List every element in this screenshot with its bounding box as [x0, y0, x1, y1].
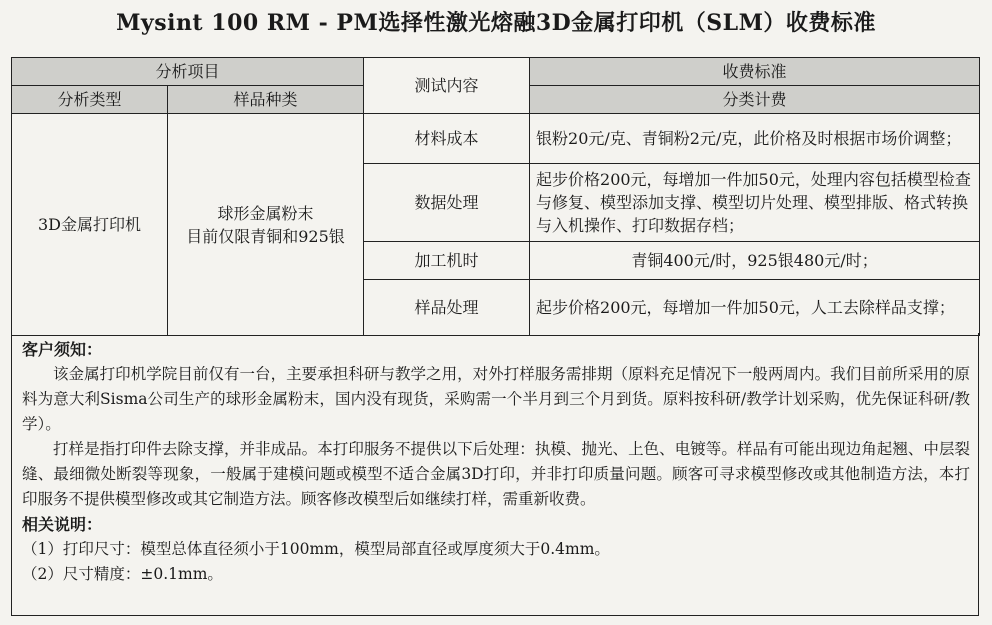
sample-type-cell [168, 114, 364, 336]
page-title: Mysint 100 RM - PM选择性激光熔融3D金属打印机（SLM）收费标准 [116, 10, 876, 36]
test-cell: 样品处理 [364, 280, 530, 336]
test-cell: 加工机时 [364, 242, 530, 280]
analysis-type-cell: 3D金属打印机 [12, 114, 168, 336]
header-fee-standard: 收费标准 [530, 58, 980, 86]
table-row [12, 114, 980, 164]
header-sample-type: 样品种类 [168, 86, 364, 114]
notice-paragraph: 打样是指打印件去除支撑，并非成品。本打印服务不提供以下后处理：执模、抛光、上色、电镀等。样品有可能出现边角起翘、中层裂缝、最细微处断裂等现象，一般属于建模问题或模型不适合金属3D打印，并非打印质量问题。顾客可寻求模型修改或其他制造方法，本打印服务不提供模型修改或其它制造方法。顾客修改模型后如继续打样，需重新收费。 [22, 440, 970, 508]
header-analysis-items: 分析项目 [12, 58, 364, 86]
header-analysis-type: 分析类型 [12, 86, 168, 114]
related-item: （1）打印尺寸：模型总体直径须小于100mm，模型局部直径或厚度须大于0.4mm。 [22, 540, 610, 558]
notice-paragraph: 该金属打印机学院目前仅有一台，主要承担科研与教学之用，对外打样服务需排期（原料充足情况下一般两周内。我们目前所采用的原料为意大利Sisma公司生产的球形金属粉末，国内没有现货，采购需一个半月到三个月到货。原料按科研/教学计划采购，优先保证科研/教学）。 [22, 365, 970, 433]
related-item: （2）尺寸精度：±0.1mm。 [22, 565, 223, 583]
fee-cell: 青铜400元/时，925银480元/时； [530, 242, 980, 280]
header-pricing: 分类计费 [530, 86, 980, 114]
test-cell: 材料成本 [364, 114, 530, 164]
customer-notice-heading: 客户须知： [22, 340, 103, 359]
notes-section [11, 333, 979, 616]
sample-line: 球形金属粉末 [217, 203, 314, 223]
test-cell: 数据处理 [364, 164, 530, 242]
fee-cell: 起步价格200元，每增加一件加50元，人工去除样品支撑； [530, 280, 980, 336]
sample-line: 目前仅限青铜和925银 [186, 226, 345, 246]
fee-table [11, 57, 980, 336]
fee-cell: 银粉20元/克、青铜粉2元/克，此价格及时根据市场价调整； [530, 114, 980, 164]
related-notes-heading: 相关说明： [22, 515, 103, 534]
fee-cell: 起步价格200元，每增加一件加50元，处理内容包括模型检查与修复、模型添加支撑、模型切片处理、模型排版、格式转换与入机操作、打印数据存档； [530, 164, 980, 242]
header-test-content: 测试内容 [364, 58, 530, 114]
